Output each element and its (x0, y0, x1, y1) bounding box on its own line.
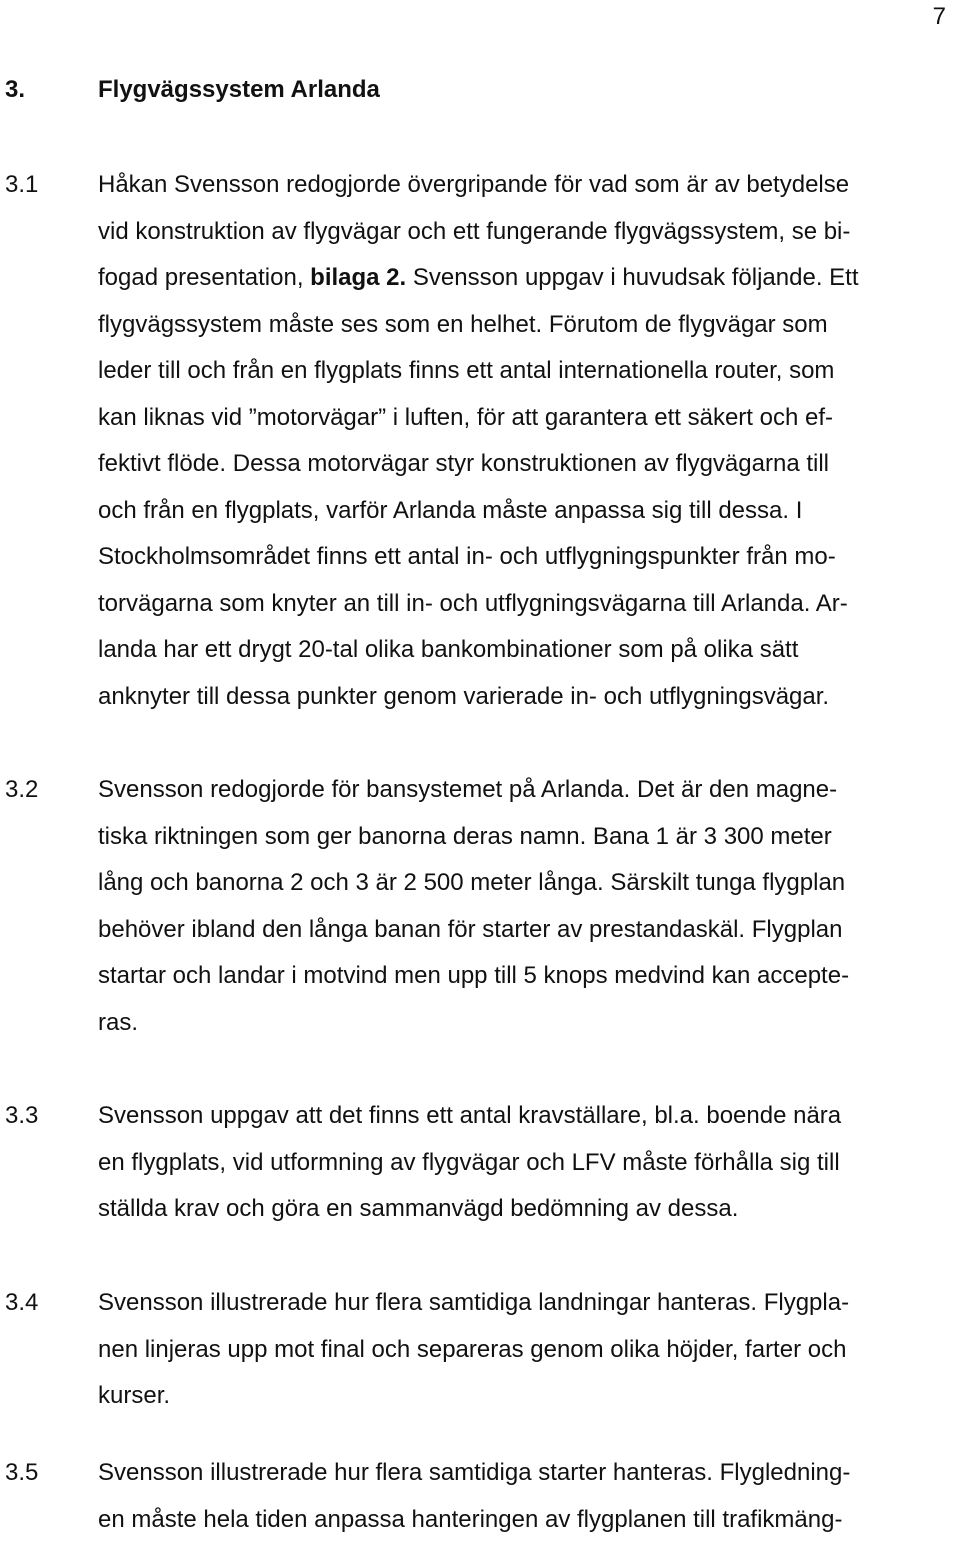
text-line: Svensson illustrerade hur flera samtidiga landningar hanteras. Flygpla- (98, 1280, 928, 1327)
section-number: 3.4 (5, 1280, 38, 1327)
text-line: vid konstruktion av flygvägar och ett fungerande flygvägssystem, se bi- (98, 209, 928, 256)
section-text (98, 162, 928, 720)
text-line: kurser. (98, 1373, 928, 1420)
chapter-number: 3. (5, 67, 25, 114)
page-number: 7 (933, 2, 946, 32)
text-line: leder till och från en flygplats finns ett antal internationella router, som (98, 348, 928, 395)
text-line: Svensson redogjorde för bansystemet på Arlanda. Det är den magne- (98, 767, 928, 814)
text-line: flygvägssystem måste ses som en helhet. Förutom de flygvägar som (98, 302, 928, 349)
text-line: anknyter till dessa punkter genom varierade in- och utflygningsvägar. (98, 674, 928, 721)
section-text (98, 1450, 928, 1543)
text-line: startar och landar i motvind men upp till 5 knops medvind kan accepte- (98, 953, 928, 1000)
section-number: 3.1 (5, 162, 38, 209)
text-line: Stockholmsområdet finns ett antal in- och utflygningspunkter från mo- (98, 534, 928, 581)
section-text (98, 1280, 928, 1420)
text-line: lång och banorna 2 och 3 är 2 500 meter långa. Särskilt tunga flygplan (98, 860, 928, 907)
section-number: 3.5 (5, 1450, 38, 1497)
text-line: tiska riktningen som ger banorna deras namn. Bana 1 är 3 300 meter (98, 814, 928, 861)
text-line: en flygplats, vid utformning av flygvägar och LFV måste förhålla sig till (98, 1140, 928, 1187)
text-line: behöver ibland den långa banan för starter av prestandaskäl. Flygplan (98, 907, 928, 954)
text-line: och från en flygplats, varför Arlanda måste anpassa sig till dessa. I (98, 488, 928, 535)
text-line: Svensson illustrerade hur flera samtidiga starter hanteras. Flygledning- (98, 1450, 928, 1497)
section-text (98, 1093, 928, 1233)
text-line: en måste hela tiden anpassa hanteringen av flygplanen till trafikmäng- (98, 1497, 928, 1543)
chapter-title: Flygvägssystem Arlanda (98, 67, 928, 114)
text-line: fogad presentation, bilaga 2. Svensson uppgav i huvudsak följande. Ett (98, 255, 928, 302)
section-text (98, 767, 928, 1046)
section-number: 3.3 (5, 1093, 38, 1140)
text-line: torvägarna som knyter an till in- och utflygningsvägarna till Arlanda. Ar- (98, 581, 928, 628)
text-line: ras. (98, 1000, 928, 1047)
text-line: Svensson uppgav att det finns ett antal kravställare, bl.a. boende nära (98, 1093, 928, 1140)
text-line: landa har ett drygt 20-tal olika bankombinationer som på olika sätt (98, 627, 928, 674)
section-number: 3.2 (5, 767, 38, 814)
text-line: fektivt flöde. Dessa motorvägar styr konstruktionen av flygvägarna till (98, 441, 928, 488)
text-line: Håkan Svensson redogjorde övergripande för vad som är av betydelse (98, 162, 928, 209)
text-line: kan liknas vid ”motorvägar” i luften, för att garantera ett säkert och ef- (98, 395, 928, 442)
text-line: ställda krav och göra en sammanvägd bedömning av dessa. (98, 1186, 928, 1233)
text-line: nen linjeras upp mot final och separeras genom olika höjder, farter och (98, 1327, 928, 1374)
appendix-reference: bilaga 2. (310, 264, 406, 291)
